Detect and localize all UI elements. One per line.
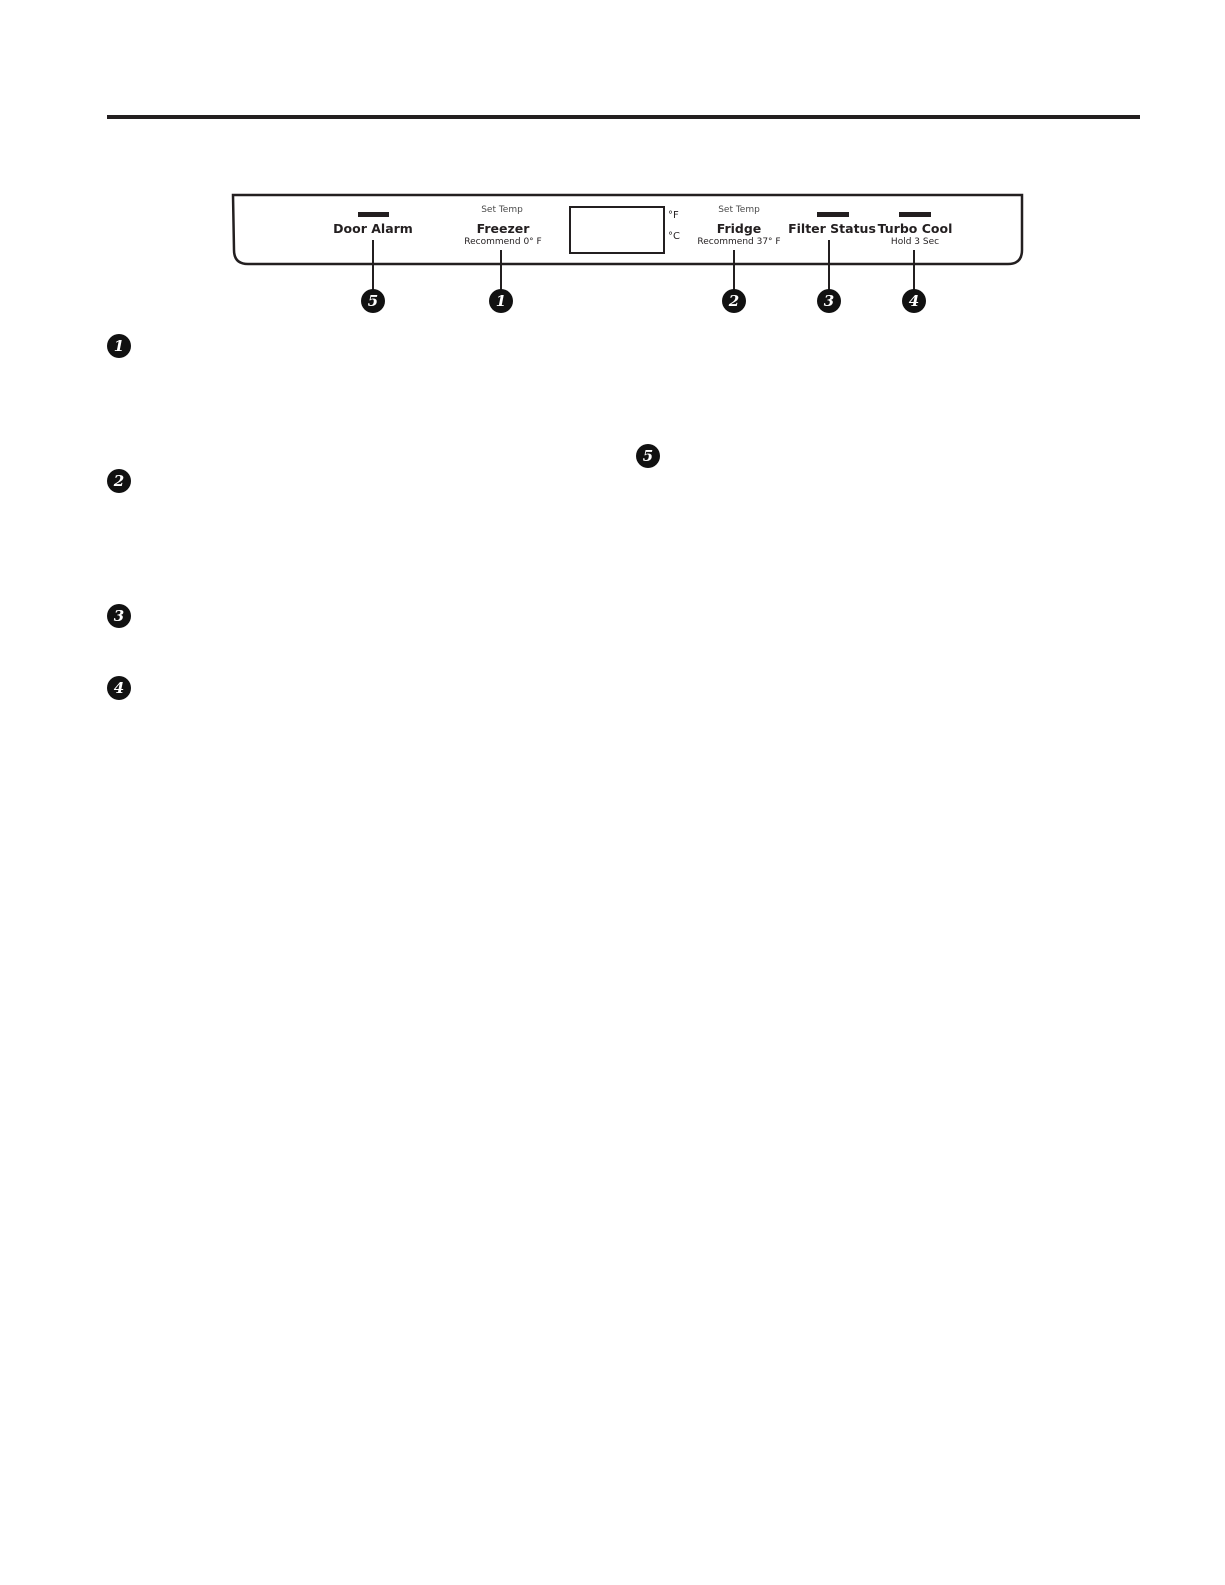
fridge-recommend-label: Recommend 37° F — [697, 237, 781, 247]
unit-celsius: °C — [668, 231, 680, 242]
door-alarm-button[interactable]: Door Alarm — [333, 221, 413, 236]
description-marker-5: 5 — [636, 444, 660, 468]
description-marker-4: 4 — [107, 676, 131, 700]
freezer-recommend-label: Recommend 0° F — [464, 237, 542, 247]
turbo-cool-indicator — [899, 212, 931, 217]
freezer-button[interactable]: Freezer — [476, 221, 530, 236]
fridge-set-temp-label: Set Temp — [718, 205, 760, 215]
turbo-cool-hold-label: Hold 3 Sec — [890, 237, 940, 247]
description-marker-3: 3 — [107, 604, 131, 628]
description-marker-2: 2 — [107, 469, 131, 493]
fridge-button[interactable]: Fridge — [716, 221, 762, 236]
unit-fahrenheit: °F — [668, 210, 679, 221]
temperature-display — [570, 207, 664, 253]
freezer-set-temp-label: Set Temp — [481, 205, 523, 215]
control-panel-outline — [0, 0, 1225, 330]
callout-marker-4: 4 — [902, 289, 926, 313]
description-marker-1: 1 — [107, 334, 131, 358]
callout-marker-1: 1 — [489, 289, 513, 313]
filter-status-indicator — [817, 212, 849, 217]
turbo-cool-button[interactable]: Turbo Cool — [877, 221, 953, 236]
door-alarm-indicator — [358, 212, 389, 217]
callout-marker-2: 2 — [722, 289, 746, 313]
callout-marker-5: 5 — [361, 289, 385, 313]
callout-marker-3: 3 — [817, 289, 841, 313]
filter-status-button[interactable]: Filter Status — [788, 221, 876, 236]
